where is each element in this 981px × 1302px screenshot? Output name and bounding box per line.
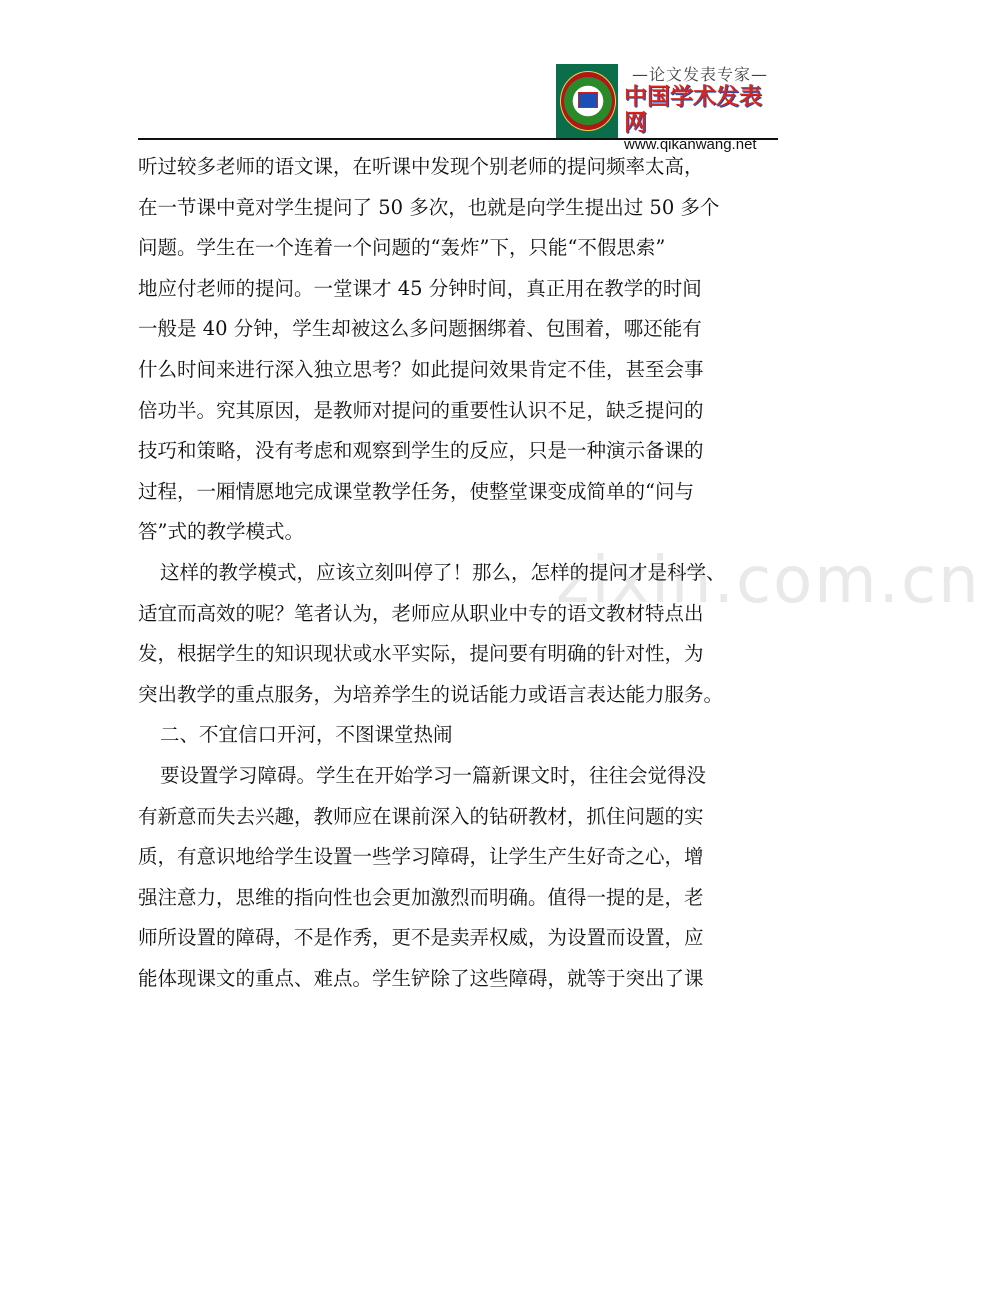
text-line: 适宜而高效的呢？笔者认为，老师应从职业中专的语文教材特点出 xyxy=(138,601,704,625)
text-line: 答”式的教学模式。 xyxy=(138,520,304,544)
watermark: zixin.com.cn xyxy=(556,544,981,618)
text-line: 过程，一厢情愿地完成课堂教学任务，使整堂课变成简单的“问与 xyxy=(138,479,694,503)
text-line: 有新意而失去兴趣，教师应在课前深入的钻研教材，抓住问题的实 xyxy=(138,804,704,828)
logo-url: www.qikanwang.net xyxy=(624,136,757,153)
text-line: 发，根据学生的知识现状或水平实际，提问要有明确的针对性，为 xyxy=(138,642,704,666)
paragraph-start-line: 要设置学习障碍。学生在开始学习一篇新课文时，往往会觉得没 xyxy=(160,763,707,787)
logo-name: 中国学术发表网 xyxy=(624,84,762,136)
logo-slogan: —论文发表专家— xyxy=(631,65,768,84)
text-line: 强注意力，思维的指向性也会更加激烈而明确。值得一提的是，老 xyxy=(138,885,704,909)
text-line: 倍功半。究其原因，是教师对提问的重要性认识不足，缺乏提问的 xyxy=(138,398,704,422)
text-line: 师所设置的障碍，不是作秀，更不是卖弄权威，为设置而设置，应 xyxy=(138,926,704,950)
document-body xyxy=(138,147,778,999)
text-line: 突出教学的重点服务，为培养学生的说话能力或语言表达能力服务。 xyxy=(138,682,724,706)
emblem-icon xyxy=(556,64,618,138)
text-line: 在一节课中竟对学生提问了 50 多次，也就是向学生提出过 50 多个 xyxy=(138,195,720,219)
text-line: 能体现课文的重点、难点。学生铲除了这些障碍，就等于突出了课 xyxy=(138,966,704,990)
text-line: 地应付老师的提问。一堂课才 45 分钟时间，真正用在教学的时间 xyxy=(138,276,702,300)
section-heading: 二、不宜信口开河，不图课堂热闹 xyxy=(160,723,453,747)
text-line: 一般是 40 分钟，学生却被这么多问题捆绑着、包围着，哪还能有 xyxy=(138,317,702,341)
paragraph-start-line: 这样的教学模式，应该立刻叫停了！那么，怎样的提问才是科学、 xyxy=(160,560,726,584)
text-line: 问题。学生在一个连着一个问题的“轰炸”下，只能“不假思索” xyxy=(138,236,666,260)
logo-text xyxy=(618,64,778,153)
text-line: 听过较多老师的语文课，在听课中发现个别老师的提问频率太高， xyxy=(138,155,704,178)
text-line: 质，有意识地给学生设置一些学习障碍，让学生产生好奇之心，增 xyxy=(138,845,704,869)
site-logo xyxy=(556,64,778,153)
text-line: 什么时间来进行深入独立思考？如此提问效果肯定不佳，甚至会事 xyxy=(138,357,704,381)
header-divider xyxy=(138,138,778,140)
text-line: 技巧和策略，没有考虑和观察到学生的反应，只是一种演示备课的 xyxy=(138,439,704,463)
